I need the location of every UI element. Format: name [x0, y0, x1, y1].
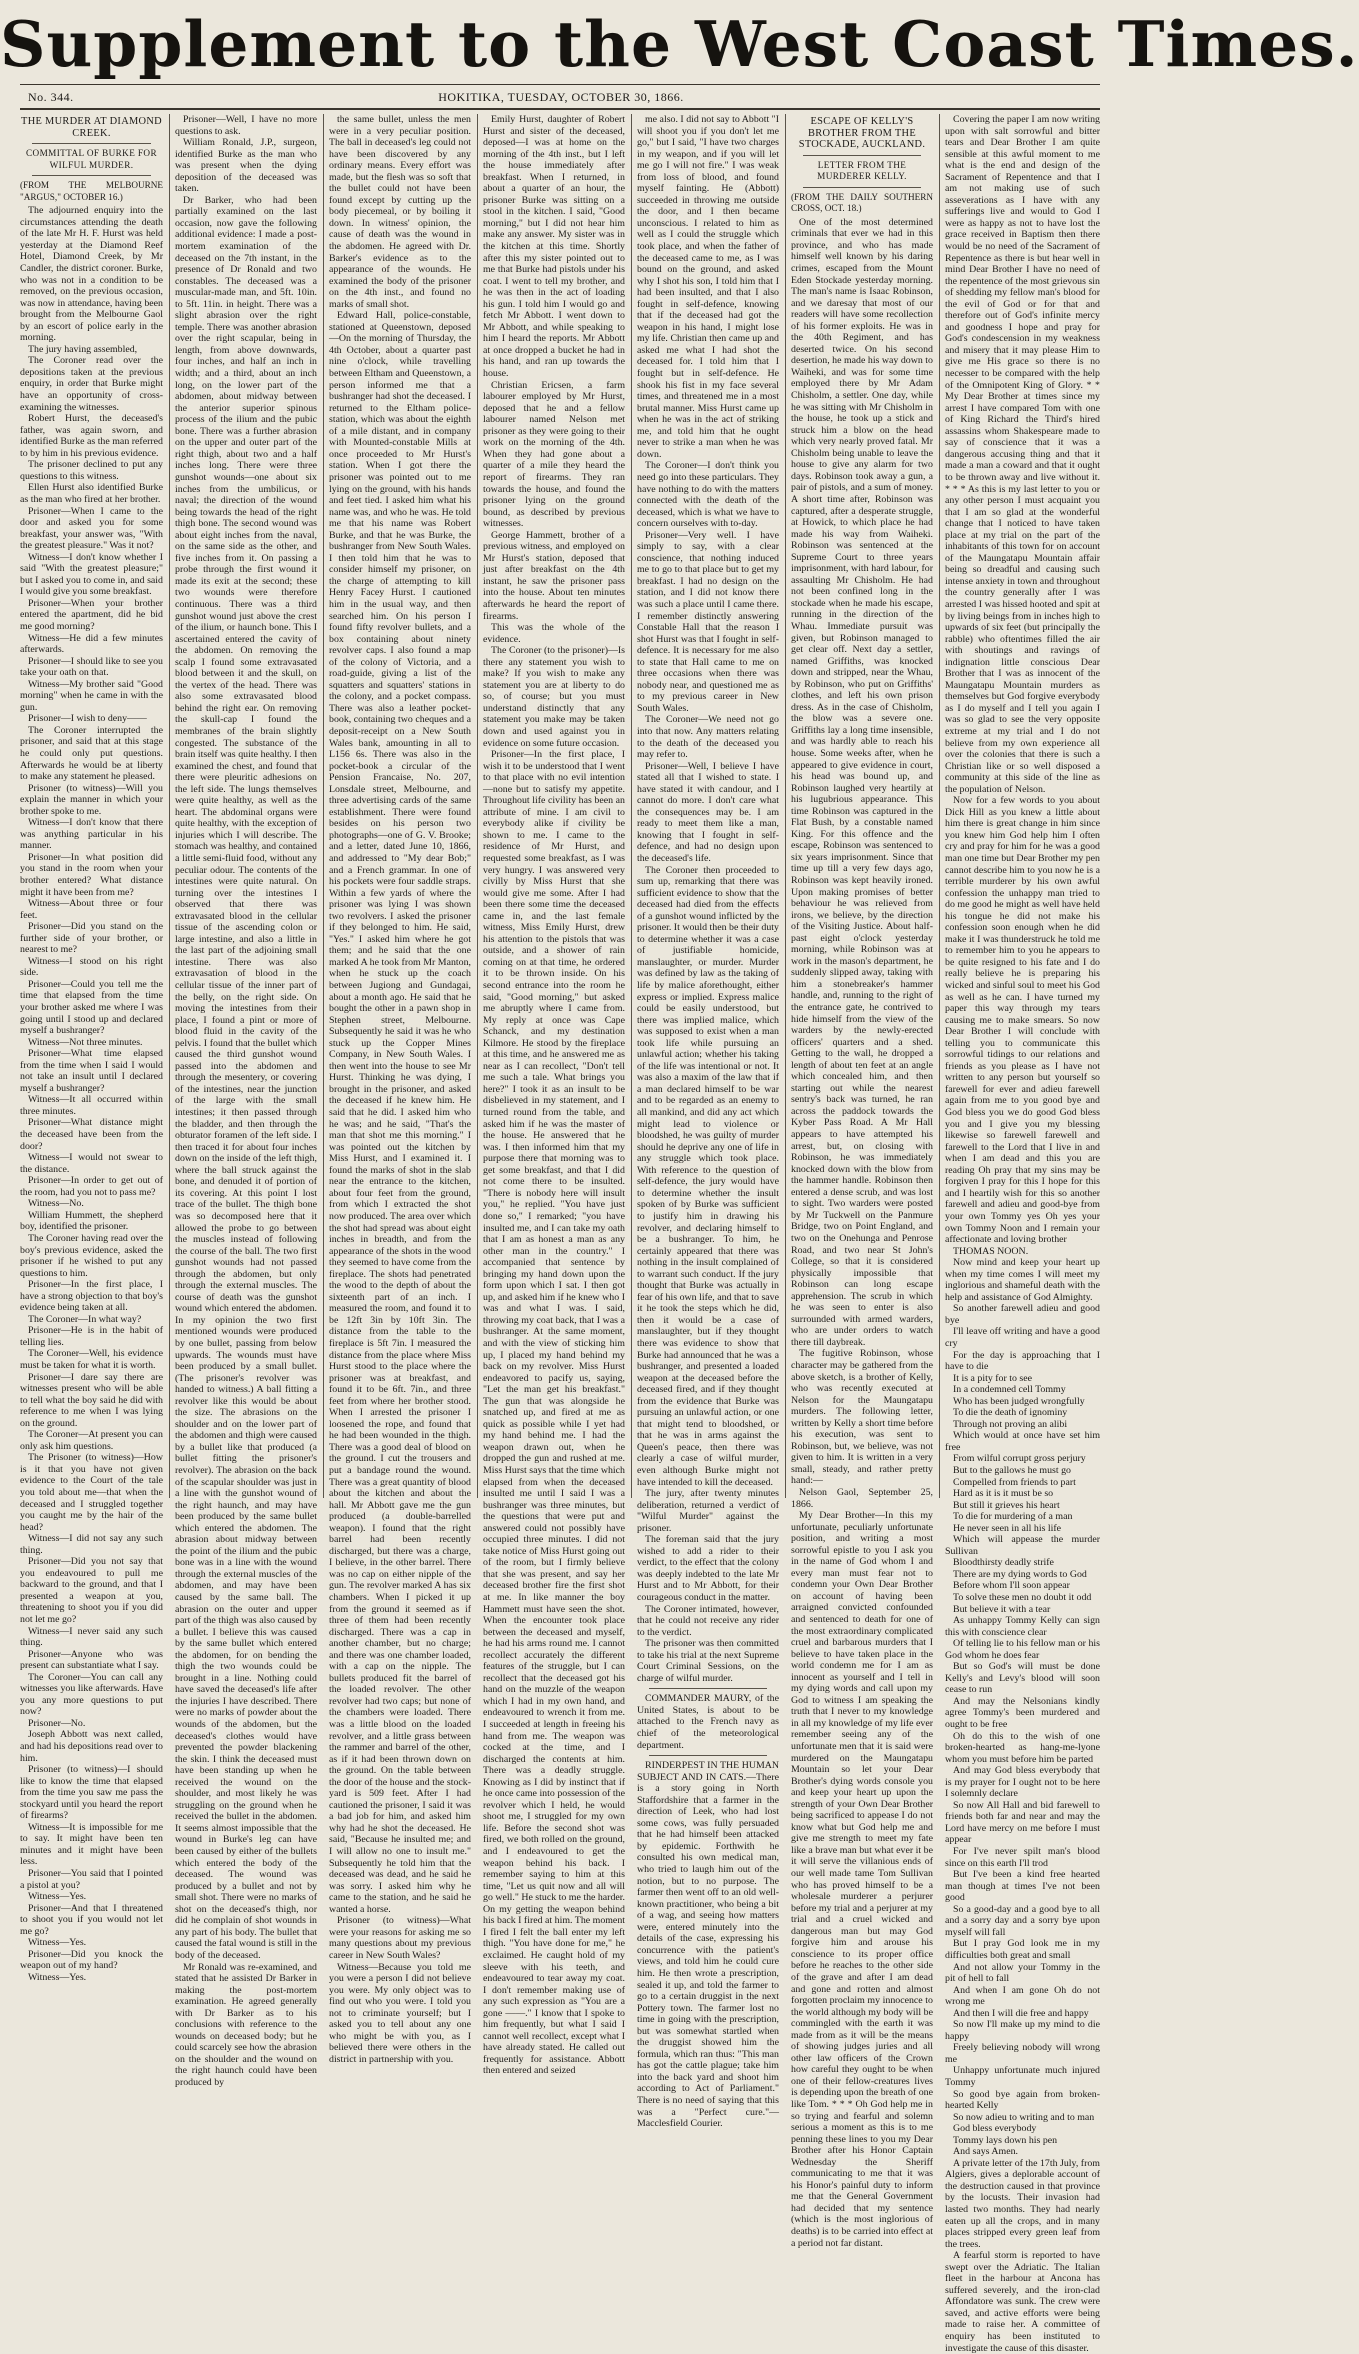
paragraph: The Coroner—Well, his evidence must be taken for what it is worth.: [20, 1348, 163, 1371]
paragraph: Emily Hurst, daughter of Robert Hurst and sister of the deceased, deposed—I was at home on the morning of the 4th inst., but I left the house immediately after breakfast. When I returned, in about a quarter of an hour, the prisoner Burke was sitting on a stool in the kitchen. I said, "Good morning," but I did not hear him make any answer. My sister was in the kitchen at this time. Shortly after this my sister pointed out to me that Burke had pistols under his coat. I went to tell my brother, and he was then in the act of loading his gun. I told him I would go and fetch Mr Abbott. I went down to Mr Abbott, and while speaking to him I heard the reports. Mr Abbott at once dropped a bucket he had in his hand, and ran up towards the house.: [483, 114, 625, 380]
paragraph: Before whom I'll soon appear: [953, 1580, 1070, 1592]
divider: [803, 187, 921, 188]
paragraphs: [20, 205, 163, 1983]
paragraph: And when I am gone Oh do not wrong me: [945, 1984, 1100, 2008]
paragraph: The adjourned enquiry into the circumstances attending the death of the late Mr H. F. Hurst was held yesterday at the Diamond Reef Hotel, Diamond Creek, by Mr Candler, the district coroner. Burke, who was not in a condition to be removed, on the previous occasion, was now in attendance, having been brought from the Melbourne Gaol by an escort of police early in the morning.: [20, 205, 163, 344]
paragraph: Of telling lie to his fellow man or his God whom he does fear: [945, 1638, 1100, 1661]
paragraph: The prisoner was then committed to take his trial at the next Supreme Court Criminal Sessions, on the charge of wilful murder.: [637, 1638, 779, 1684]
divider: [32, 175, 151, 176]
paragraph: Prisoner—In the first place, I have a strong objection to that boy's evidence being taken at all.: [20, 1279, 163, 1314]
paragraph: The Prisoner (to witness)—How is it that you have not given evidence to the Court of the tale you told about me—that when the deceased and I struggled together you caught me by the hair of the head?: [20, 1452, 163, 1533]
paragraph: Witness—I don't know that there was anything particular in his manner.: [20, 817, 163, 852]
paragraph: Christian Ericsen, a farm labourer employed by Mr Hurst, deposed that he and a fellow labourer named Nelson met prisoner as they were going to their work on the morning of the 4th. When they had gone about a quarter of a mile they heard the report of firearms. They ran towards the house, and found the prisoner lying on the ground bound, as described by previous witnesses.: [483, 379, 625, 530]
column-rule: [939, 114, 940, 1498]
paragraph: The Coroner read over the depositions taken at the previous enquiry, in order that Burke might have an opportunity of cross-examining the witnesses.: [20, 355, 163, 413]
column-7: [945, 114, 1100, 2354]
paragraph: Dr Barker, who had been partially examined on the last occasion, now gave the following additional evidence: I made a post-mortem examination of the deceased on the 7th instant, in the presence of Dr Ronald and two constables. The deceased was a muscular-made man, and 5ft. 10in. to 5ft. 11in. in height. There was a slight abrasion over the right temple. There was another abrasion over the right scapular, being in length, from above downwards, four inches, and half an inch in width; and a third, about an inch long, on the lower part of the abdomen, about midway between the anterior superior spinous process of the ilium and the pubic bone. There was a further abrasion on the upper and outer part of the right thigh, about two and a half inches long. There were three gunshot wounds—one about six inches from the umbilicus, or naval; the direction of the wound being towards the head of the right thigh bone. The second wound was about eight inches from the naval, on the same side as the other, and five inches from it. On passing a probe through the first wound it made its exit at the second; these two wounds were therefore continuous. There was a third gunshot wound just above the crest of the ilium, or haunch bone. This I ascertained entered the cavity of the abdomen. On removing the scalp I found some extravasated blood between it and the skull, on the vertex of the head. There was also some extravasated blood behind the right ear. On removing the skull-cap I found the membranes of the brain slightly congested. The substance of the brain itself was quite healthy. I then examined the chest, and found that there were pleuritic adhesions on the left side. The lungs themselves were quite healthy, as well as the heart. The abdominal organs were quite healthy, with the exception of injuries which I will describe. The stomach was healthy, and contained a little semi-fluid food, without any peculiar odour. The contents of the intestines were quite natural. On turning over the intestines I observed that there was extravasated blood in the cellular tissue of the ascending colon or large intestine, and also a little in the last part of the adjoining small intestine. There was also extravasation of blood in the cellular tissue of the inner part of the belly, on the right side. On moving the intestines from their place, I found a pint or more of blood fluid in the cavity of the pelvis. I found that the bullet which caused the third gunshot wound passed into the abdomen and through the mesentery, or covering of the intestines, near the junction of the large with the small intestines; it then passed through the bladder, and then through the obturator foramen of the left side. I then traced it for about four inches down on the inside of the left thigh, where the ball struck against the bone, and denuded it of portion of its covering. At this point I lost trace of the bullet. The thigh bone was so decomposed here that it allowed the probe to go between the muscles instead of following the course of the ball. The two first gunshot wounds had not passed through the abdomen, but only through the external muscles. The course of death was the gunshot wound which entered the abdomen. In my opinion the two first mentioned wounds were produced by one bullet, passing from below upwards. The wounds must have been produced by a small bullet. (The prisoner's revolver was handed to witness.) A ball fitting a revolver like this would be about the size. The abrasions on the shoulder and on the lower part of the abdomen and thigh were caused by a bullet like that produced (a bullet fitting the prisoner's revolver). The abrasion on the back of the scapular shoulder was just in a line with the gunshot wound of the right haunch, and may have been produced by the same bullet which entered the abdomen. The abrasion about midway between the point of the ilium and the pubic bone was in a line with the wound through the external muscles of the abdomen, and may have been caused by the same ball. The abrasion on the outer and upper part of the thigh was also caused by a bullet. I believe this was caused by the same bullet which entered the abdomen, for on bending the thigh the two wounds could be brought in a line. Nothing could have saved the deceased's life after the injuries I have described. There were no marks of powder about the wounds of the abdomen, but the deceased's clothes would have prevented the powder blackening the skin. I think the deceased must have been standing up when he received the wound on the shoulder, and most likely he was struggling on the ground when he received the bullet in the abdomen. It seems almost impossible that the wound in Burke's leg can have been caused by either of the bullets which entered the body of the deceased. The wound was produced by a bullet and not by small shot. There were no marks of shot on the deceased's thigh, nor did he complain of shot wounds in any part of his body. The bullet that caused the fatal wound is still in the body of the deceased.: [175, 194, 317, 1961]
paragraph: Edward Hall, police-constable, stationed at Queenstown, deposed—On the morning of Thursday, the 4th October, about a quarter past nine o'clock, while travelling between Eltham and Queenstown, a person informed me that a bushranger had shot the deceased. I returned to the Eltham police-station, which was about the eighth of a mile distant, and in company with Mounted-constable Mills at once proceeded to Mr Hurst's station. When I got there the prisoner was pointed out to me lying on the ground, with his hands and feet tied. I asked him what his name was, and who he was. He told me that his name was Robert Burke, and that he was Burke, the bushranger from New South Wales. I then told him that he was to consider himself my prisoner, on the charge of attempting to kill Henry Facey Hurst. I cautioned him in the usual way, and then searched him. On his person I found fifty revolver bullets, and a box containing about ninety revolver caps. I also found a map of the colony of Victoria, and a road-guide, giving a list of the squatters and squatters' stations in the colony, and a pocket compass. There was also a leather pocket-book, containing two cheques and a deposit-receipt on a New South Wales bank, amounting in all to L156 6s. There was also in the pocket-book a circular of the Pension Francaise, No. 207, Lonsdale street, Melbourne, and three advertising cards of the same establishment. There were found besides on his person two photographs—one of G. V. Brooke; and a letter, dated June 10, 1866, and addressed to "My dear Bob;" and a French grammar. In one of his pockets were four saddle straps. Within a few yards of where the prisoner was lying I was shown two revolvers. I asked the prisoner if they belonged to him. He said, "Yes." I asked him where he got them; and he said that the one marked A he took from Mr Manton, when he stuck up the coach between Jugiong and Gundagai, about a month ago. He said that he bought the other in a pawn shop in Stephen street, Melbourne. Subsequently he said it was he who stuck up the Copper Mines Company, in New South Wales. I then went into the house to see Mr Hurst. Thinking he was dying, I brought in the prisoner, and asked the deceased if he knew him. He said that he did. I asked him who he was; and he said, "That's the man that shot me this morning." I was pointed out the kitchen by Miss Hurst, and I examined it. I found the marks of shot in the slab near the entrance to the kitchen, about four feet from the ground, from which I extracted the shot now produced. The area over which the shot had spread was about eight inches in breadth, and from the appearance of the shots in the wood they seemed to have come from the fireplace. The shots had penetrated the wood to the depth of about the sixteenth part of an inch. I measured the room, and found it to be 12ft 3in by 10ft 3in. The distance from the table to the fireplace is 5ft 7in. I measured the distance from the place where Miss Hurst stood to the place where the prisoner was at breakfast, and found it to be 6ft. 7in., and three feet from where her brother stood. When I arrested the prisoner I loosened the rope, and found that he had been wounded in the thigh. There was a good deal of blood on the ground. I cut the trousers and put a bandage round the wound. There was a great quantity of blood about the kitchen and about the hall. Mr Abbott gave me the gun produced (a double-barrelled weapon). I found that the right barrel had been recently discharged, but there was a charge, I believe, in the other barrel. There was no cap on either nipple of the gun. The revolver marked A has six chambers. When I picked it up from the ground it seemed as if three of them had been recently discharged. There was a cap in another chamber, but no charge; and there was one chamber loaded, with a cap on the nipple. The bullets produced fit the barrel of the loaded revolver. The other revolver had two caps; but none of the chambers were loaded. There was a little blood on the loaded revolver, and a little grass between the rammer and barrel of the other, as if it had been thrown down on the ground. On the table between the door of the house and the stock-yard is 509 feet. After I had cautioned the prisoner, I said it was a bad job for him, and asked him why had he shot the deceased. He said, "Because he insulted me; and I will allow no one to insult me." Subsequently he told him that the deceased was dead, and he said he was sorry. I asked him why he came to the station, and he said he wanted a horse.: [329, 310, 471, 1915]
paragraph: Prisoner—When I came to the door and asked you for some breakfast, your answer was, "With the greatest pleasure." Was it not?: [20, 505, 163, 552]
divider: [803, 155, 921, 156]
paragraph: The foreman said that the jury wished to add a rider to their verdict, to the effect that the colony was deeply indebted to the late Mr Hurst and to Mr Abbott, for their courageous conduct in the matter.: [637, 1534, 779, 1603]
paragraph: Prisoner—What distance might the deceased have been from the door?: [20, 1117, 163, 1152]
paragraph: Prisoner—What time elapsed from the time when I said I would not take an insult until I declared myself a bushranger?: [20, 1048, 163, 1094]
paragraph: But I've been a kind free hearted man though at times I've not been good: [945, 1869, 1100, 1904]
paragraph: Now mind and keep your heart up when my time comes I will meet my inglorious and shameful death with the help and assistance of God Almighty.: [945, 1257, 1100, 1303]
paragraph: And may God bless everybody that is my prayer for I ought not to be here I solemnly declare: [945, 1765, 1100, 1800]
column-4: [483, 114, 625, 2077]
masthead-title: Supplement to the West Coast Times.: [0, 7, 1359, 81]
paragraph: Witness—I don't know whether I said "With the greatest pleasure;" but I asked you to come in, and said I would give you some breakfast.: [20, 551, 163, 598]
paragraph: The fugitive Robinson, whose character may be gathered from the above sketch, is a brother of Kelly, who was recently executed at Nelson for the Maungatapu murders. The following letter, written by Kelly a short time before his execution, was sent to Robinson, but, we believe, was not given to him. It is written in a very small, steady, and rather pretty hand:—: [791, 1348, 933, 1487]
paragraph: Compelled from friends to part: [953, 1476, 1076, 1488]
paragraph: Prisoner—No.: [28, 1717, 86, 1729]
paragraph: George Hammett, brother of a previous witness, and employed on Mr Hurst's station, deposed that just after breakfast on the 4th instant, he saw the prisoner pass into the house. About ten minutes afterwards he heard the report of firearms.: [483, 529, 625, 622]
paragraph: The Coroner—We need not go into that now. Any matters relating to the death of the deceased you may refer to.: [637, 714, 779, 761]
paragraph: William Hummett, the shepherd boy, identified the prisoner.: [20, 1209, 163, 1233]
paragraph: Prisoner—Very well. I have simply to say, with a clear conscience, that nothing induced me to go to that place but to get my breakfast. I had no design on the station, and I did not know there was such a place until I came there. I remember distinctly answering Constable Hall that the reason I shot Hurst was that I fought in self-defence. It is necessary for me also to state that Hall came to me on three occasions when there was nobody near, and questioned me as to my previous career in New South Wales.: [637, 529, 779, 714]
paragraph: The Coroner—In what way?: [28, 1313, 142, 1325]
paragraph: Prisoner—You said that I pointed a pistol at you?: [20, 1868, 163, 1891]
column-3: [329, 114, 471, 2065]
paragraph: Witness—It all occurred within three minutes.: [20, 1094, 163, 1117]
paragraph: Witness—Yes.: [28, 1937, 87, 1949]
column-rule: [631, 114, 632, 1498]
paragraph: And may the Nelsonians kindly agree Tommy's been murdered and ought to be free: [945, 1695, 1100, 1731]
paragraph: A fearful storm is reported to have swept over the Adriatic. The Italian fleet in the harbour at Ancona has suffered severely, and the iron-clad Affondatore was sunk. The crew were saved, and active efforts were being made to raise her. A committee of enquiry has been instituted to investigate the cause of this disaster.: [945, 2250, 1100, 2354]
paragraph: Prisoner—In what position did you stand in the room when your brother entered? What distance might it have been from me?: [20, 851, 163, 898]
column-rule: [477, 114, 478, 1498]
paragraph: Witness—I never said any such thing.: [20, 1625, 163, 1649]
paragraph: Prisoner (to witness)—What were your reasons for asking me so many questions about my previous career in New South Wales?: [329, 1915, 471, 1961]
paragraph: Witness—He did a few minutes afterwards.: [20, 632, 163, 656]
paragraph: But still it grieves his heart: [953, 1499, 1060, 1511]
paragraph: So good bye again from broken-hearted Kelly: [945, 2088, 1100, 2112]
paragraph: There are my dying words to God: [953, 1568, 1087, 1580]
kelly-source: (FROM THE DAILY SOUTHERN CROSS, OCT. 18.): [791, 191, 933, 214]
paragraph: One of the most determined criminals that ever we had in this province, and who has made himself well known by his daring crimes, escaped from the Mount Eden Stockade yesterday morning. The man's name is Isaac Robinson, and we daresay that most of our readers will have some recollection of his former exploits. He was in the 40th Regiment, and has deserted twice. On his second desertion, he made his way down to Waiheki, and was for some time employed there by Mr Adam Chisholm, a settler. One day, while he was sitting with Mr Chisholm in the house, he took up a stick and struck him a blow on the head which very nearly proved fatal. Mr Chisholm being unable to leave the house to give any alarm for two days. Robinson took away a gun, a pair of pistols, and a sum of money. A short time after, Robinson was captured, after a desperate struggle, at Howick, to which place he had made his way from Waiheki. Robinson was sentenced at the Supreme Court to three years imprisonment, with hard labour, for assaulting Mr Chisholm. He had not been confined long in the stockade when he made his escape, running in the direction of the Whau. Immediate pursuit was given, but Robinson managed to get clear off. Next day a settler, named Griffiths, was knocked down and stripped, near the Whau, by Robinson, who put on Griffiths' clothes, and left his own prison dress. As in the case of Chisholm, the blow was a severe one. Griffiths lay a long time insensible, and was hardly able to reach his house. Some weeks after, when he appeared to give evidence in court, his head was bound up, and Robinson laughed very heartily at his lugubrious appearance. This time Robinson was captured in the Flat Bush, by a constable named King. For this offence and the escape, Robinson was sentenced to six years imprisonment. Since that time up till a very few days ago, Robinson was kept heavily ironed. Upon making promises of better behaviour he was relieved from irons, we believe, by the direction of the Visiting Justice. About half-past eight o'clock yesterday morning, while Robinson was at work in the mason's department, he suddenly slipped away, taking with him a stonebreaker's hammer handle, and, running to the right of the entrance gate, he contrived to hide himself from the view of the warders by the newly-erected officers' quarters and a shed. Getting to the wall, he dropped a length of about ten feet at an angle which concealed him, and then starting out while the nearest sentry's back was turned, he ran across the paddock towards the Kyber Pass Road. A Mr Hall appears to have attempted his arrest, but, on closing with Robinson, he was immediately knocked down with the blow from the hammer handle. Robinson then entered a dense scrub, and was lost to sight. Two warders were posted by Mr Tuckwell on the Panmure Bridge, two on Point England, and two on the Onehunga and Penrose Road, and two near St John's College, so that it is considered physically impossible that Robinson can long escape apprehension. The scrub in which he was seen to enter is also surrounded with armed warders, who are under orders to watch there till daybreak.: [791, 216, 933, 1348]
paragraph: THOMAS NOON.: [953, 1245, 1029, 1257]
paragraphs: [945, 114, 1100, 2354]
paragraph: The Coroner then proceeded to sum up, remarking that there was sufficient evidence to show that the deceased had died from the effects of a gunshot wound inflicted by the prisoner. It would then be their duty to determine whether it was a case of justifiable homicide, manslaughter, or murder. Murder was defined by law as the taking of life by malice aforethought, either express or implied. Express malice could be easily understood, but there was implied malice, which was supposed to exist when a man took life while pursuing an unlawful action; whether his taking of the life was intentional or not. It was also a maxim of the law that if a man declared himself to be war and to be regarded as an enemy to all mankind, and did any act which might lead to violence or bloodshed, he was guilty of murder should he deprive any one of life in any struggle which took place. With reference to the question of self-defence, the jury would have to determine whether the insult spoken of by Burke was sufficient to justify him in drawing his revolver, and declaring himself to be a bushranger. To him, he certainly appeared that there was nothing in the insult complained of to warrant such conduct. If the jury thought that Burke was actually in fear of his own life, and that to save it he took the steps which he did, then it would be a case of manslaughter, but if they thought there was evidence to show that Burke had announced that he was a bushranger, and presented a loaded weapon at the deceased before the deceased fired, and if they thought from the evidence that Burke was pursuing an unlawful action, or one that might tend to bloodshed, or that he was in arms against the Queen's peace, then there was clearly a case of wilful murder, even although Burke might not have intended to kill the deceased.: [637, 864, 779, 1488]
paragraph: A private letter of the 17th July, from Algiers, gives a deplorable account of the destruction caused in that province by the locusts. Their invasion had lasted two months. They had nearly eaten up all the crops, and in many places stripped every green leaf from the trees.: [945, 2157, 1100, 2250]
article-headline: THE MURDER AT DIAMOND CREEK.: [21, 116, 162, 139]
issue-number: No. 344.: [28, 90, 74, 104]
paragraph: The Coroner (to the prisoner)—Is there any statement you wish to make? If you wish to make any statement you are at liberty to do so, of course; but you must understand distinctly that any statement you make may be taken down and used against you in evidence on some future occasion.: [483, 645, 625, 749]
paragraph: For I've never spilt man's blood since on this earth I'll trod: [945, 1846, 1100, 1869]
paragraph: The Coroner—You can call any witnesses you like afterwards. Have you any more questions to put now?: [20, 1671, 163, 1718]
paragraph: Witness—My brother said "Good morning" when he came in with the gun.: [20, 678, 163, 713]
paragraph: Bloodthirsty deadly strife: [953, 1557, 1054, 1569]
column-6: [791, 114, 933, 2249]
paragraphs: [791, 217, 933, 2249]
paragraph: But believe it with a tear: [953, 1603, 1051, 1615]
paragraph: And then I will die free and happy: [953, 2007, 1089, 2019]
paragraph: It is a pity for to see: [953, 1372, 1032, 1384]
dateline: [26, 88, 1096, 106]
paragraph: Witness—Yes.: [28, 1971, 87, 1983]
paragraph: The jury having assembled,: [28, 343, 138, 355]
paragraph: Prisoner—I dare say there are witnesses present who will be able to tell what the boy said he did with reference to me when I was lying on the ground.: [20, 1371, 163, 1429]
paragraph: Witness—It is impossible for me to say. It might have been ten minutes and it might have been less.: [20, 1821, 163, 1868]
paragraph: Freely believing nobody will wrong me: [945, 2042, 1100, 2065]
divider: [649, 1755, 767, 1756]
paragraphs: [637, 114, 779, 1684]
paragraph: Witness—I did not say any such thing.: [20, 1533, 163, 1556]
paragraph: Witness—About three or four feet.: [20, 898, 163, 921]
paragraph: As unhappy Tommy Kelly can sign this with conscience clear: [945, 1615, 1100, 1638]
paragraph: Prisoner—In order to get out of the room, had you not to pass me?: [20, 1175, 163, 1198]
dateline-rule: [20, 108, 1100, 110]
paragraph: The prisoner declined to put any questions to this witness.: [20, 459, 163, 482]
paragraph: Witness—No.: [28, 1198, 84, 1210]
paragraph: Witness—I stood on his right side.: [20, 955, 163, 979]
paragraph: But so God's will must be done Kelly's and Levy's blood will soon cease to run: [945, 1661, 1100, 1696]
paragraph: Prisoner—Did you stand on the further side of your brother, or nearest to me?: [20, 921, 163, 956]
paragraph: Covering the paper I am now writing upon with salt sorrowful and bitter tears and Dear Brother I am quite sensible at this awful moment to me what is the end and design of the Sacrament of Repentence and that I am not making use of such asseverations as I have with any sufferings live and would to God I were as happy as not to have lost the grace received in Baptism then there would be no need of the Sacrament of Repentence as there is but hear well in mind Dear Brother I have no need of the repentence of the most grievous sin of shedding my fellow man's blood for the evil of God or for that and therefore out of God's infinite mercy and goodness I hope and pray for God's condescension in my weakness and misery that it may please Him to give me His grace so there is no necesser to be compared with the help of the Omnipotent King of Glory. * * My Dear Brother at times since my arrest I have compared Tom with one of King Richard the Third's hired assassins whom Shakespeare made to say of conscience that it was a dangerous accusing thing and that it made a man a coward and that it ought to be thrown away and live without it. * * * As this is my last letter to you or any other person I must acquaint you that I am so glad at the wonderful change that I noticed to have taken place at my trial on the part of the inhabitants of this town for on account of the Maungatapu Mountain affair being so dreadful and causing such intense anxiety in town and throughout the country generally after I was arrested I was hissed hooted and spit at by living beings from in inches high to upwards of six feet (but principally the rabble) who oftentimes filled the air with shoutings and ravings of indignation little conscious Dear Brother that I was as innocent of the Maungatapu Mountain murders as themselves but God forgive everybody as I do myself and I tell you again I was so glad to see the very opposite extreme at my trial and I do not believe from my own experience all over the colonies that there is such a Christian like or so well disposed a community at this side of the line as the population of Nelson.: [945, 114, 1100, 795]
paragraph: So now adieu to writing and to man: [953, 2111, 1095, 2123]
paragraph: Prisoner—Well, I believe I have stated all that I wished to state. I have stated it with candour, and I cannot do more. I don't care what the consequences may be. I am ready to meet them like a man, knowing that I fought in self-defence, and had no design upon the deceased's life.: [637, 760, 779, 864]
paragraph: Witness—Because you told me you were a person I did not believe you were. My only object was to find out who you were. I told you not to criminate yourself; but I asked you to tell about any one who might be with you, as I believed there were others in the district in partnership with you.: [329, 1961, 471, 2065]
paragraph: Prisoner—And that I threatened to shoot you if you would not let me go?: [20, 1902, 163, 1937]
paragraph: Prisoner—Could you tell me the time that elapsed from the time your brother asked me where I was going until I stood up and declared myself a bushranger?: [20, 978, 163, 1037]
maury-paragraph: COMMANDER MAURY, of the United States, is about to be attached to the French navy as chief of the meteorological department.: [637, 1693, 779, 1751]
paragraph: And says Amen.: [953, 2146, 1019, 2158]
paragraph: The Coroner intimated, however, that he could not receive any rider to the verdict.: [637, 1603, 779, 1638]
paragraph: Which would at once have set him free: [945, 1430, 1100, 1453]
paragraph: And not allow your Tommy in the pit of hell to fall: [945, 1961, 1100, 1985]
paragraph: But I pray God look me in my difficulties both great and small: [945, 1938, 1100, 1961]
paragraph: Mr Ronald was re-examined, and stated that he assisted Dr Barker in making the post-mortem examination. He agreed generally with Dr Barker as to his conclusions with reference to the wounds on deceased body; but he could scarcely see how the abrasion on the shoulder and the wound on the right haunch could have been produced by: [175, 1961, 317, 2088]
paragraph: The Coroner interrupted the prisoner, and said that at this stage he could only put questions. Afterwards he would be at liberty to make any statement he pleased.: [20, 724, 163, 783]
paragraph: the same bullet, unless the men were in a very peculiar position. The ball in deceased's leg could not have been discovered by any ordinary means. Every effort was made, but the flesh was so soft that the bullet could not have been found except by cutting up the body piecemeal, or by boiling it down. In witness' opinion, the cause of death was the wound in the abdomen. He agreed with Dr. Barker's evidence as to the appearance of the wounds. He examined the body of the prisoner on the 4th inst., and found no marks of small shot.: [329, 114, 471, 310]
paragraph: The Coroner—I don't think you need go into these particulars. They have nothing to do with the matters connected with the death of the deceased, which is what we have to concern ourselves with to-day.: [637, 460, 779, 530]
paragraph: Witness—Not three minutes.: [28, 1036, 143, 1048]
paragraph: Prisoner—When your brother entered the apartment, did he bid me good morning?: [20, 597, 163, 632]
paragraph: God bless everybody: [953, 2123, 1037, 2135]
paragraph: Now for a few words to you about Dick Hill as you knew a little about him there is great change in him since you knew him God help him I often cry and pray for him for he was a good man one time but Dear Brother my pen cannot describe him to you now he is a terrible murderer by his own awful confession the unhappy man tried to do me good he might as well have held his tongue he did not make his confession soon enough when he did make it I was thunderstruck he told me to remember him to you he appears to be quite resigned to his fate and I do really believe he is preparing his wicked and sinful soul to meet his God as well as he can. I have turned my paper this way through my tears causing me to make smears. So now Dear Brother I will conclude with telling you to communicate this sorrowful tidings to our relations and friends as you please as I have not written to any person but yourself so farewell for ever and adieu farewell again from me to you good bye and God bless you we do good God bless you and I give you my blessing likewise so farewell farewell and farewell to the Lord that I live in and when I am dead and this you are reading Oh pray that my sins may be forgiven I pray for this I hope for this and I heartily wish for this so another farewell and adieu and good-bye from your own Tommy yes Oh yes your own Tommy Noon and I remain your affectionate and loving brother: [945, 795, 1100, 1246]
kelly-subhead: LETTER FROM THE MURDERER KELLY.: [817, 159, 907, 182]
column-1: [20, 114, 163, 1983]
columns: [20, 114, 1100, 2354]
paragraph: Prisoner—In the first place, I wish it to be understood that I went to that place with no evil intention—none but to satisfy my appetite. Throughout life civility has been an attribute of mine. I am civil to everybody alike if civility be shown to me. I came to the residence of Mr Hurst, and requested some breakfast, as I was very hungry. I was answered very civilly by Miss Hurst that she would give me some. After I had been there some time the deceased came in, and the last female witness, Miss Emily Hurst, drew his attention to the pistols that was outside, and a shower of rain coming on at that time, he ordered it to be thrown inside. On his second entrance into the room he said, "Good morning," but asked me abruptly where I came from. My reply at once was Cape Schanck, and my destination Kilmore. He stood by the fireplace at this time, and he answered me as near as I can recollect, "Don't tell me such a tale. What brings you here?" I took it as an insult to be disbelieved in my statement, and I turned round from the table, and asked him if he was the master of the house. He answered that he was. I then informed him that my purpose there that morning was to get some breakfast, and that I did not come there to be insulted. "There is nobody here will insult you," he replied. "You have just done so," I remarked; "you have insulted me, and I can take my oath that I am as honest a man as any other man in the country." I accompanied that sentence by bringing my hand down upon the form upon which I sat. I then got up, and asked him if he knew who I was and what I was. I said, throwing my coat back, that I was a bushranger. At the same moment, and with the view of sticking him up, I placed my hand behind my back on my revolver. Miss Hurst endeavored to pacify us, saying, "Let the man get his breakfast." The gun that was alongside he snatched up, and fired at me as quick as possible while I yet had my hand behind me. I had the weapon drawn out, when he dropped the gun and rushed at me. Miss Hurst says that the time which elapsed from when the deceased insulted me until I said I was a bushranger was three minutes, but the questions that were put and answered could not possibly have occupied three minutes. I did not take notice of Miss Hurst going out of the room, but I firmly believe that she was present, and say her deceased brother fire the first shot at me. In like manner the boy Hammett must have seen the shot. When the encounter took place between the deceased and myself, he had his arms round me. I cannot recollect accurately the different features of the struggle, but I can recollect that the deceased got his hand on the muzzle of the weapon which I had in my own hand, and endeavoured to wrench it from me. I succeeded at length in freeing his hand from me. The weapon was cocked at the time, and I discharged the contents at him. There was a deadly struggle. Knowing as I did by instinct that if he once came into possession of the revolver which I held, he would shoot me, I struggled for my own life. Before the second shot was fired, we both rolled on the ground, and I endeavoured to get the weapon behind his back. I remember saying to him at this time, "Let us quit now and all will go well." He stuck to me the harder. On my getting the weapon behind his back I fired at him. The moment I fired I felt the ball enter my left thigh. "You have done for me," he exclaimed. He caught hold of my sleeve with his teeth, and endeavoured to tear away my coat. I don't remember making use of any such expression as "You are a gone ——." I know that I spoke to him frequently, but what I said I cannot well recollect, except what I have already stated. He called out frequently for assistance. Abbott then entered and seized: [483, 749, 625, 2077]
divider: [649, 1688, 767, 1689]
paragraph: Witness—Yes.: [28, 1891, 87, 1903]
paragraph: To die for murdering of a man: [953, 1511, 1073, 1523]
column-rule: [323, 114, 324, 1498]
paragraph: The Coroner having read over the boy's previous evidence, asked the prisoner if he wished to put any questions to him.: [20, 1232, 163, 1279]
paragraph: Prisoner—Anyone who was present can substantiate what I say.: [20, 1648, 163, 1672]
paragraph: Tommy lays down his pen: [953, 2134, 1058, 2146]
paragraph: So another farewell adieu and good bye: [945, 1303, 1100, 1326]
paragraph: me also. I did not say to Abbott "I will shoot you if you don't let me go," but I said, "I have two charges in my weapon, and if you will let me go I will not fire." I was weak from loss of blood, and found myself fainting. He (Abbott) succeeded in throwing me outside the door, and I then became unconscious. I related to him as well as I could the struggle which took place, and when the father of the deceased came to me, as I was bound on the ground, and asked why I shot his son, I told him that I had been insulted, and that I also fought in self-defence, knowing that if the deceased had got the weapon in his hand, I might lose my life. Christian then came up and asked me what I had shot the deceased for. I told him that I fought but in self-defence. He shook his fist in my face several times, and threatened me in a most brutal manner. Miss Hurst came up when he was in the act of striking me, and told him that he ought never to strike a man when he was down.: [637, 114, 779, 460]
paragraph: Through not proving an alibi: [953, 1418, 1068, 1430]
masthead-rule: [20, 84, 1100, 85]
column-2: [175, 114, 317, 2088]
paragraph: William Ronald, J.P., surgeon, identified Burke as the man who was present when the dying deposition of the deceased was taken.: [175, 137, 317, 195]
paragraph: Prisoner (to witness)—I should like to know the time that elapsed from the time you saw me pass the stockyard until you heard the report of firearms?: [20, 1764, 163, 1822]
rinderpest-paragraph: RINDERPEST IN THE HUMAN SUBJECT AND IN CATS.—There is a story going in North Staffordshire that a farmer in the direction of Leek, who had lost some cows, was fully persuaded that he had himself been attacked by epidemic. Forthwith he consulted his own medical man, who tried to laugh him out of the notion, but to no purpose. The farmer then went off to an old well-known practitioner, who being a bit of a wag, and seeing how matters were, entered minutely into the details of the case, expressing his concurrence with the patient's views, and told him he could cure him. He then wrote a prescription, sealed it up, and told the farmer to go to a certain druggist in the next Pottery town. The farmer lost no time in going with the prescription, but was somewhat startled when the druggist showed him the formula, which ran thus: "This man has got the cattle plague; take him into the back yard and shoot him according to Act of Parliament." There is no need of saying that this was a "Perfect cure."—Macclesfield Courier.: [637, 1760, 779, 2130]
paragraph: He never seen in all his life: [953, 1522, 1062, 1534]
article-source: (FROM THE MELBOURNE "ARGUS," OCTOBER 16.): [20, 180, 163, 202]
paragraph: Prisoner—Did you not say that you endeavoured to pull me backward to the ground, and that I presented a weapon at you, threatening to shoot you if you did not let me go?: [20, 1556, 163, 1625]
paragraph: Ellen Hurst also identified Burke as the man who fired at her brother.: [20, 482, 163, 505]
paragraph: Prisoner—Well, I have no more questions to ask.: [175, 114, 317, 137]
paragraph: So now I'll make up my mind to die happy: [945, 2019, 1100, 2042]
divider: [32, 143, 151, 144]
paragraph: In a condemned cell Tommy: [953, 1384, 1066, 1396]
paragraph: Nelson Gaol, September 25, 1866.: [791, 1486, 933, 1510]
paragraph: To solve these men no doubt it odd: [953, 1592, 1092, 1603]
paragraph: So now All Hall and bid farewell to friends both far and near and may the Lord have mercy on me before I must appear: [945, 1799, 1100, 1846]
paragraph: The Coroner—At present you can only ask him questions.: [20, 1429, 163, 1452]
paragraph: The jury, after twenty minutes deliberation, returned a verdict of "Wilful Murder" against the prisoner.: [637, 1488, 779, 1534]
paragraph: My Dear Brother—In this my unfortunate, peculiarly unfortunate position, and writing a most sorrowful epistle to you I ask you in the name of God whom I and every man must fear not to condemn your Own Dear Brother on account of having been arraigned convicted confounded and sentenced to death for one of the most extraordinary complicated cruel and barbarous murders that I believe to have taken place in the world condemn me for I am as innocent as yourself and I tell in my dying words and call upon my God to witness I am speaking the truth that I never to my knowledge in all my knowledge of my life ever remember seeing any of the unfortunate men that it is said were murdered on the Maungatapu Mountain so let your Dear Brother's dying words console you and keep your heart up upon the strength of your Own Dear Brother being sacrificed to appease I do not know what but God help me and give me strength to meet my fate like a brave man but what ever it be it will serve the villanious ends of our well made tame Tom Sullivan who has proved himself to be a wholesale murderer a perjurer before my trial and a perjurer at my trial and a cruel wicked and dangerous man but may God forgive him and arouse his conscience to its proper office before he reaches to the other side of the grave and after I am dead and gone and rotten and almost forgotten proclaim my innocence to the world although my body will be commingled with the earth it was made from as it will be the means of showing judges juries and all other law officers of the Crown how careful they ought to be when one of their fellow-creatures lives is depending upon the breath of one like Tom. * * * Oh God help me in so trying and fearful and solemn serious a moment as this is to me penning these lines to you my Dear Brother after his Honor Captain Wednesday the Sheriff communicating to me that it was his Honor's painful duty to inform me that the General Government had decided that my sentence (which is the most inglorious of deaths) is to be carried into effect at a period not far distant.: [791, 1510, 933, 2249]
paragraph: Prisoner—I wish to deny——: [28, 713, 147, 725]
paragraphs: [175, 114, 317, 2089]
paragraph: Unhappy unfortunate much injured Tommy: [945, 2065, 1100, 2088]
paragraphs: [483, 114, 625, 2077]
paragraph: Who has been judged wrongfully: [953, 1395, 1085, 1407]
paragraph: Prisoner—I should like to see you take your oath on that.: [20, 655, 163, 679]
paragraph: Prisoner—He is in the habit of telling lies.: [20, 1325, 163, 1348]
column-5: [637, 114, 779, 2130]
paragraph: Robert Hurst, the deceased's father, was again sworn, and identified Burke as the man referred to by him in his previous evidence.: [20, 413, 163, 459]
paragraph: But to the gallows he must go: [953, 1464, 1071, 1476]
paragraph: Prisoner—Did you knock the weapon out of my hand?: [20, 1948, 163, 1972]
paragraph: For the day is approaching that I have to die: [945, 1349, 1100, 1373]
paragraphs: [329, 114, 471, 2065]
paragraph: Which will appease the murder Sullivan: [945, 1534, 1100, 1557]
paragraph: This was the whole of the evidence.: [483, 622, 625, 645]
paragraph: Hard as it is it must be so: [953, 1488, 1054, 1500]
article-subhead: COMMITTAL OF BURKE FOR WILFUL MURDER.: [26, 148, 157, 170]
paragraph: Prisoner (to witness)—Will you explain the manner in which your brother spoke to me.: [20, 782, 163, 817]
paragraph: From wilful corrupt gross perjury: [953, 1453, 1086, 1465]
publication-date: HOKITIKA, TUESDAY, OCTOBER 30, 1866.: [438, 90, 684, 104]
kelly-headline: ESCAPE OF KELLY'S BROTHER FROM THE STOCKADE, AUCKLAND.: [798, 116, 926, 151]
paragraph: Joseph Abbott was next called, and had his depositions read over to him.: [20, 1729, 163, 1764]
paragraph: Witness—I would not swear to the distance.: [20, 1152, 163, 1175]
column-rule: [785, 114, 786, 1498]
paragraph: To die the death of ignominy: [953, 1407, 1068, 1419]
paragraph: Oh do this to the wish of one broken-hearted as hang-me-lyone whom you must before him be parted: [945, 1730, 1100, 1765]
column-rule: [169, 114, 170, 1498]
paragraph: I'll leave off writing and have a good cry: [945, 1326, 1100, 1349]
paragraph: So a good-day and a good bye to all and a sorry day and a sorry bye upon myself will fall: [945, 1903, 1100, 1938]
